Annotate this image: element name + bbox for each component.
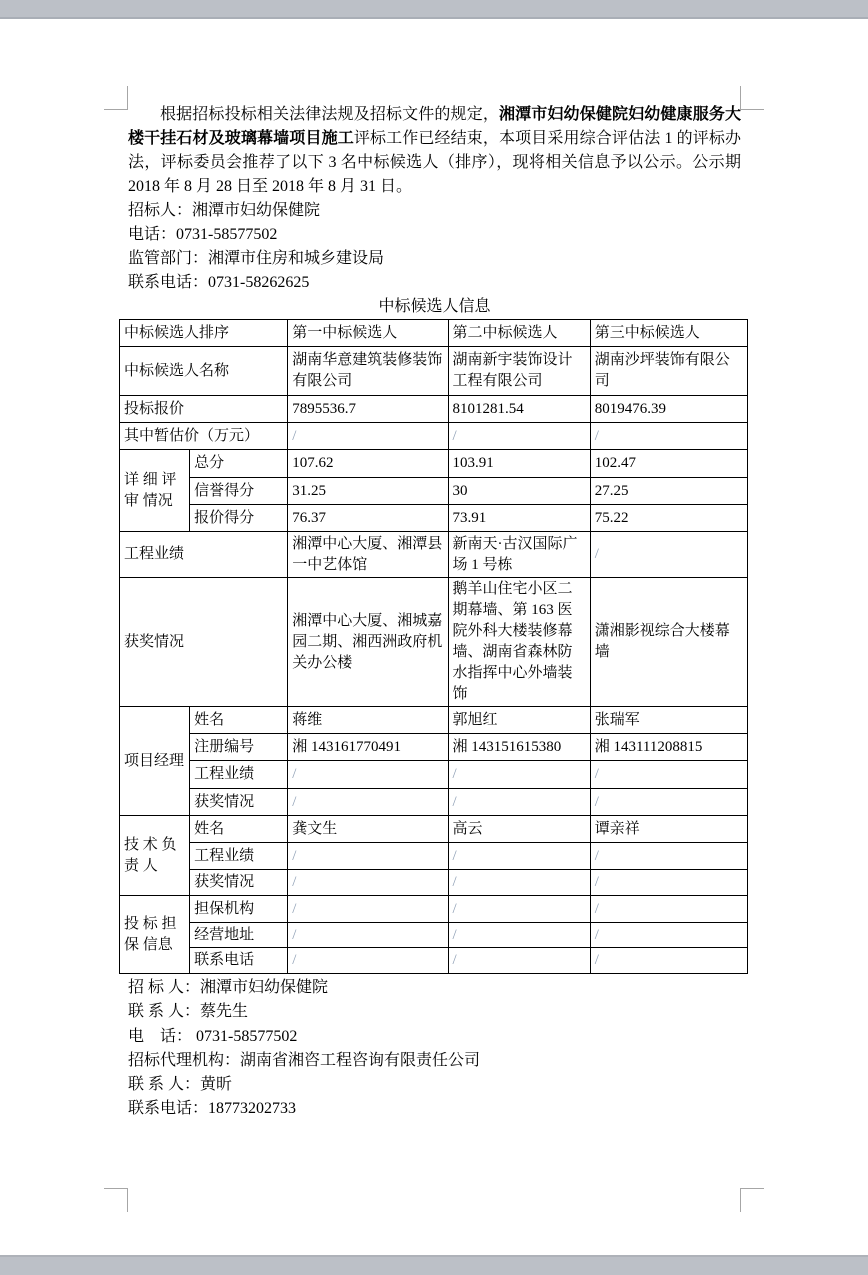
awards-c2-cell: 鹅羊山住宅小区二期幕墙、第 163 医院外科大楼装修幕墙、湖南省森林防水指挥中心外墙装饰 [448,578,590,707]
manager-performance-label-cell: 工程业绩 [190,761,288,789]
guarantee-phone-c2-cell: / [448,948,590,974]
guarantee-agency-c2-cell: / [448,896,590,923]
intro-paragraph [128,103,741,199]
guarantee-address-c3-cell: / [590,923,747,948]
rank-c1-cell: 第一中标候选人 [288,320,448,347]
footer-agency-phone-line: 联系电话：18773202733 [128,1100,297,1118]
tech-lead-group-cell: 技 术 负 责 人 [120,816,190,896]
text-boundary-mark-top-right [740,86,764,110]
bid-price-label-cell: 投标报价 [120,396,288,423]
manager-name-c1-cell: 蒋维 [288,707,448,734]
guarantee-address-c1-cell: / [288,923,448,948]
review-group-cell: 详 细 评 审 情况 [120,450,190,532]
footer-agency-contact-line: 联 系 人：黄昕 [128,1076,233,1094]
contact-phone-line: 联系电话：0731-58262625 [128,274,310,291]
name-c1-cell: 湖南华意建筑装修装饰有限公司 [288,347,448,396]
review-price-c2-cell: 73.91 [448,505,590,532]
table-title: 中标候选人信息 [378,298,491,315]
manager-regno-c2-cell: 湘 143151615380 [448,734,590,761]
manager-awards-c2-cell: / [448,789,590,816]
table-row [120,320,748,347]
estimate-c1-cell: / [288,423,448,450]
tech-name-c3-cell: 谭亲祥 [590,816,747,843]
manager-regno-label-cell: 注册编号 [190,734,288,761]
tech-awards-c2-cell: / [448,870,590,896]
rank-c3-cell: 第三中标候选人 [590,320,747,347]
table-row [120,734,748,761]
table-row [120,423,748,450]
manager-performance-c1-cell: / [288,761,448,789]
awards-label-cell: 获奖情况 [120,578,288,707]
table-row [120,948,748,974]
review-credit-c1-cell: 31.25 [288,478,448,505]
intro-text-pre: 根据招标投标相关法律法规及招标文件的规定， [160,106,499,123]
table-row [120,896,748,923]
guarantee-phone-c3-cell: / [590,948,747,974]
guarantee-group-cell: 投 标 担 保 信息 [120,896,190,974]
footer-tenderee-line: 招 标 人：湘潭市妇幼保健院 [128,979,329,996]
guarantee-phone-label-cell: 联系电话 [190,948,288,974]
name-c3-cell: 湖南沙坪装饰有限公司 [590,347,747,396]
manager-regno-c3-cell: 湘 143111208815 [590,734,747,761]
review-credit-c3-cell: 27.25 [590,478,747,505]
tech-awards-c1-cell: / [288,870,448,896]
tech-awards-label-cell: 获奖情况 [190,870,288,896]
document-content [124,103,741,1122]
guarantee-address-label-cell: 经营地址 [190,923,288,948]
table-row [120,532,748,578]
table-row [120,816,748,843]
footer-agency-line: 招标代理机构：湖南省湘咨工程咨询有限责任公司 [128,1051,481,1069]
bid-price-c2-cell: 8101281.54 [448,396,590,423]
manager-performance-c2-cell: / [448,761,590,789]
performance-c1-cell: 湘潭中心大厦、湘潭县一中艺体馆 [288,532,448,578]
review-credit-c2-cell: 30 [448,478,590,505]
guarantee-address-c2-cell: / [448,923,590,948]
review-price-c3-cell: 75.22 [590,505,747,532]
review-price-label-cell: 报价得分 [190,505,288,532]
guarantee-phone-c1-cell: / [288,948,448,974]
performance-c2-cell: 新南天·古汉国际广场 1 号栋 [448,532,590,578]
tech-performance-c3-cell: / [590,843,747,870]
tech-awards-c3-cell: / [590,870,747,896]
performance-label-cell: 工程业绩 [120,532,288,578]
manager-group-cell: 项目经理 [120,707,190,816]
guarantee-agency-c1-cell: / [288,896,448,923]
tech-name-c2-cell: 高云 [448,816,590,843]
phone-line: 电话：0731-58577502 [128,226,278,243]
viewer-top-band [0,0,868,19]
tech-name-c1-cell: 龚文生 [288,816,448,843]
guarantee-agency-label-cell: 担保机构 [190,896,288,923]
awards-c1-cell: 湘潭中心大厦、湘城嘉园二期、湘西洲政府机关办公楼 [288,578,448,707]
estimate-label-cell: 其中暂估价（万元） [120,423,288,450]
manager-name-c2-cell: 郭旭红 [448,707,590,734]
text-boundary-mark-bottom-right [740,1188,764,1212]
tech-performance-label-cell: 工程业绩 [190,843,288,870]
estimate-c2-cell: / [448,423,590,450]
review-total-c1-cell: 107.62 [288,450,448,478]
table-row [120,761,748,789]
name-c2-cell: 湖南新宇装饰设计工程有限公司 [448,347,590,396]
manager-awards-label-cell: 获奖情况 [190,789,288,816]
tech-name-label-cell: 姓名 [190,816,288,843]
manager-name-label-cell: 姓名 [190,707,288,734]
review-total-c2-cell: 103.91 [448,450,590,478]
manager-awards-c3-cell: / [590,789,747,816]
tenderee-line: 招标人：湘潭市妇幼保健院 [128,202,321,219]
footer-block [128,976,741,1122]
manager-name-c3-cell: 张瑞军 [590,707,747,734]
manager-awards-c1-cell: / [288,789,448,816]
table-row [120,505,748,532]
footer-contact-line: 联 系 人：蔡先生 [128,1003,249,1021]
review-price-c1-cell: 76.37 [288,505,448,532]
review-credit-label-cell: 信誉得分 [190,478,288,505]
table-row [120,396,748,423]
performance-c3-cell: / [590,532,747,578]
candidates-table [119,319,748,974]
table-row [120,789,748,816]
review-total-c3-cell: 102.47 [590,450,747,478]
rank-label-cell: 中标候选人排序 [120,320,288,347]
intro-text-post: 评标工作已经结束，本项目采用综合评估法 1 的评标办法，评标委员会推荐了以下 3 名中标候选人（排序），现将相关信息予以公示。公示期 2018 年 8 月 28 日至 2018 年 8 月 31 日。 [128,130,741,195]
table-row [120,578,748,707]
table-row [120,707,748,734]
project-name-bold: 湘潭市妇幼保健院妇幼健康服务大楼干挂石材及玻璃幕墙项目施工 [128,106,741,147]
review-total-label-cell: 总分 [190,450,288,478]
text-boundary-mark-top-left [104,86,128,110]
table-row [120,450,748,478]
text-boundary-mark-bottom-left [104,1188,128,1212]
table-row [120,478,748,505]
tech-performance-c2-cell: / [448,843,590,870]
guarantee-agency-c3-cell: / [590,896,747,923]
manager-performance-c3-cell: / [590,761,747,789]
table-row [120,923,748,948]
table-row [120,347,748,396]
supervisor-line: 监管部门：湘潭市住房和城乡建设局 [128,250,385,267]
footer-phone-line: 电 话： 0731-58577502 [128,1027,298,1045]
estimate-c3-cell: / [590,423,747,450]
rank-c2-cell: 第二中标候选人 [448,320,590,347]
table-row [120,843,748,870]
name-label-cell: 中标候选人名称 [120,347,288,396]
table-row [120,870,748,896]
bid-price-c1-cell: 7895536.7 [288,396,448,423]
manager-regno-c1-cell: 湘 143161770491 [288,734,448,761]
viewer-bottom-band [0,1255,868,1275]
bid-price-c3-cell: 8019476.39 [590,396,747,423]
tech-performance-c1-cell: / [288,843,448,870]
awards-c3-cell: 潇湘影视综合大楼幕墙 [590,578,747,707]
